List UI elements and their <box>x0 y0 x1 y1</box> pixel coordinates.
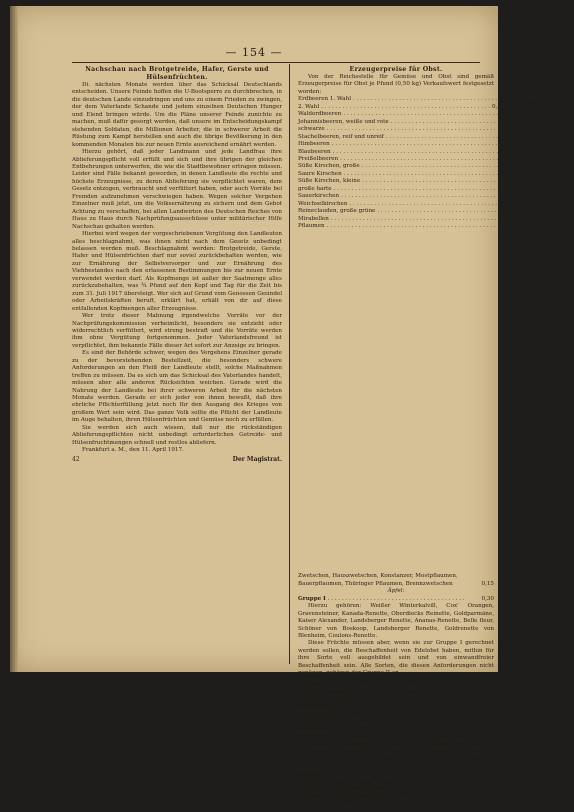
leader-dots <box>343 111 512 118</box>
group-text: Diese Gruppe bilden: Gute Louise von Avranches, Williams Christbirne, Clairgeau, Diels Butterbirne, Pastorenbirne, Neue Poiteau, Vereins-Dechantsbirne. <box>298 774 494 796</box>
apples-label: Äpfel: <box>387 588 405 595</box>
group-price: 0,10 <box>481 729 494 736</box>
fruit-price: 0,35 <box>514 170 528 177</box>
price-row <box>298 231 494 589</box>
fruit-name: Weichselkirschen <box>298 200 348 207</box>
group-heading <box>298 730 494 737</box>
leader-dots <box>332 730 479 737</box>
fruit-price: 0,30 <box>504 185 518 192</box>
fruit-price: 0,25 <box>548 208 561 215</box>
group-text: Zu dieser Gruppe gehören: Alles Schüttelobst, Fallobst und Ausschuß sowie Mostäpfel. <box>298 714 494 729</box>
group-title: Gruppe IV <box>298 729 331 736</box>
fruit-name: Walderdbeeren <box>298 111 342 118</box>
fruit-name: große harte <box>298 185 332 192</box>
price-row <box>298 178 546 185</box>
fruit-name: schwarze <box>298 126 325 133</box>
fruit-price: 0,20 <box>556 133 570 140</box>
leader-dots <box>333 708 480 715</box>
group-text: Verkauft ein Erzeuger sein gepflücktes Obst unverpackt, so wie der Baum es gegeben hat, ohne daß er darüber Sortierarbeit geleistet hat, so ist es ohne weiteres sofort Gruppe II zuzurechnen. <box>298 737 494 759</box>
fruit-price: 0,35 <box>497 126 511 133</box>
signature: Der Magistrat. <box>232 455 282 463</box>
price-row <box>298 148 517 156</box>
fruit-price: 0,45 <box>502 141 516 148</box>
right-heading: Erzeugerpreise für Obst. <box>349 66 443 73</box>
leader-dots <box>333 149 502 156</box>
fruit-name: Pflaumen <box>298 223 325 230</box>
paragraph: Sie werden sich auch wissen, daß nur die rückständigen Ablieferungspflichten nicht unbedingt erforderlichen Getreide- und Hülsenfruchtmengen schnell und restlos abliefern. <box>72 424 282 446</box>
paragraph: Hierzu gehört, daß jeder Landmann und jede Landfrau ihre Ablieferungspflicht voll erfüllt und sich und ihre übrigen der gleichen Entbehrungen unterwerfen, die wie die Stadtbewohner ertragen müssen. Leider sind Fälle bekannt geworden, in denen Landleute die rechte und höchste Erzeugnisse, zu deren Ablieferung sie verpflichtet waren, dem Gesetz entzogen, verbraucht und verfüttert haben, oder auch Vorräte bei Fremden aufzunehmen verschwiegen haben. Wegen solcher Vergehen Einzelner muß jetzt, um die Volksernährung zu sichern und dem Gebot Achtung zu verschaffen, bei allen Landwirten des Deutschen Reiches von Haus zu Haus durch Nachprüfungsausschüsse unter militärischer Hilfe Nachschau gehalten werden. <box>72 149 282 230</box>
group-text: Diese Gruppe umfaßt sämtliche Äpfel, soweit sie nicht unter Gruppe I genannt sind oder infolge ihrer Beschaffenheit nicht zu Gruppe I gehören. <box>298 685 494 707</box>
group-heading <box>298 596 494 603</box>
signature-line <box>72 456 282 463</box>
leader-dots <box>328 596 480 603</box>
price-row <box>298 185 518 193</box>
fruit-name: Erdbeeren 1. Wahl <box>298 96 352 103</box>
leader-dots <box>377 208 546 215</box>
leader-dots <box>327 223 496 230</box>
fruit-price: 0,35 <box>501 215 515 222</box>
fruit-name: Himbeeren <box>298 141 330 148</box>
fruit-name: Blaubeeren <box>298 148 331 155</box>
leader-dots <box>344 171 513 178</box>
group-note: Diese Früchte müssen aber, wenn sie zur Gruppe I gehören sollen, die Beschaffenheit von <box>298 796 494 811</box>
price-row <box>298 103 505 111</box>
paragraph: Di. nächsten Monate werden über das Schicksal Deutschlands entscheiden. Unsere Feinde hoffen die U-Bootsperre zu durchbrechen, in die deutschen Lande einzudringen und uns zu einem Frieden zu zwingen, der dem Vaterlande Schande und jedem einzelnen Deutschen Hunger und Elend bringen würde. Um die Pläne unserer Feinde zunichte zu machen, muß dafür gesorgt werden, daß unsere im Entscheidungskampf stehenden Soldaten, die Millionen Arbeiter, die in schwerer Arbeit die Rüstung zum Kampf herstellen und auch die übrige Bevölkerung in den kommenden Monaten bis zur neuen Ernte ausreichend ernährt werden. <box>72 82 282 148</box>
group-title: Gruppe I <box>298 767 326 774</box>
fruit-price: 0,60 <box>523 96 537 103</box>
fruit-name: Johannisbeeren, weiße und rote <box>298 118 389 125</box>
fruit-price: 0,15 <box>481 580 494 587</box>
group-price: 0,15 <box>481 707 494 714</box>
fruit-name: Süße Kirschen, kleine <box>298 178 361 185</box>
price-row <box>298 163 546 170</box>
group-heading <box>298 708 494 715</box>
fruit-name: Stachelbeeren, reif und unreif <box>298 133 384 140</box>
price-row <box>298 170 528 178</box>
leader-dots <box>353 96 522 103</box>
fruit-price: 0,15 <box>497 223 511 230</box>
fruit-price: 0,25 <box>533 178 546 185</box>
right-column <box>298 66 574 812</box>
group-price: 0,30 <box>481 595 494 602</box>
left-column <box>72 66 282 463</box>
leader-dots <box>349 201 518 208</box>
price-row <box>298 126 511 133</box>
price-row <box>298 193 525 200</box>
paragraph: Wer trotz dieser Mahnung irgendwelche Vorräte vor der Nachprüfungskommission verheimlicht, besonders sie entzieht oder widerrechtlich verfüttert, wird streng bestraft und die Vorräte werden ihm ohne Vergütung fortgenommen. Jeder Vaterlandsfreund ist verpflichtet, ihm bekannte Fälle dieser Art sofort zur Anzeige zu bringen. <box>72 313 282 349</box>
fruit-price: 0,35 <box>511 155 524 162</box>
group-note: Diese Früchte müssen aber, wenn sie zur Gruppe I gerechnet werden sollen, die Beschaffenheit von Edelobst haben, mithin für ihre Sorte voll ausgebildet sein und von einwandfreier Beschaffenheit sein. Alle Sorten, die diesen Anforderungen nicht genügen, gehören der Gruppe II an. <box>298 640 494 677</box>
price-row <box>298 96 537 103</box>
price-row <box>298 118 574 126</box>
group-title: Gruppe I <box>298 595 326 602</box>
leader-dots <box>331 216 500 223</box>
leader-dots <box>362 163 531 170</box>
leader-dots <box>327 126 496 133</box>
fruit-name: Sauerkirschen <box>298 193 340 200</box>
fruit-name: Zwetschen, Hauszwetschen, Konstanzer, Mostpflaumen, Bauerpflaumen, Thüringer Pflaumen, Brennzwetschen <box>298 573 458 587</box>
price-row <box>298 208 561 215</box>
apple-groups <box>298 596 494 760</box>
price-row <box>298 223 511 230</box>
group-text: Hierzu gehören: Weißer Winterkalvill, Cox' Orangen, Gravensteiner, Kanada-Renette, Oberdiecks Reinette, Goldparmäne, Kaiser Alexander, Landsberger Renette, Ananas-Renette, Belle fleur, Schöner von Boskoop, Landsberger Renette, Goldrenette von Blenheim, Coulons-Renette. <box>298 603 494 639</box>
fruit-price: 0,35 <box>512 193 525 200</box>
signature-number: 42 <box>72 455 80 463</box>
group-price: 0,30 <box>481 767 494 774</box>
fruit-price: 0,35 <box>503 148 517 155</box>
fruit-name: Süße Kirschen, große <box>298 163 360 170</box>
fruit-name: Saure Kirschen <box>298 170 342 177</box>
intro-paragraph: Von der Reichsstelle für Gemüse und Obst sind gemäß Erzeugerpreise für Obst je Pfund (0,50 kg) Verkaufswert festgesetzt worden: <box>298 74 494 95</box>
fruit-name: 2. Wahl <box>298 103 320 110</box>
price-list <box>298 96 574 588</box>
fruit-price: 0,30 <box>520 200 533 207</box>
header-rule <box>72 62 480 63</box>
fruit-name: Reineclauden, große grüne <box>298 208 376 215</box>
price-row <box>298 133 570 141</box>
leader-dots <box>391 119 560 126</box>
paragraph: Es sind der Behörde schwer, wegen des Vergehens Einzelner gerade zu der bevorstehenden Bestellzeit, die besonders schwere Anforderungen an den Fleiß der Landleute stellt, solche Maßnahmen treffen zu müssen. Da es sich um das Schicksal des Vaterlandes handelt, müssen aber alle anderen Rücksichten weichen. Gerade wird die Nahrung der Landleute bei ihrer schweren Arbeit für die nächsten Monate werden. Gerade er sich jeder von ihnen bewußt, daß ihre ehrliche Pflichterfüllung jetzt noch für den Ausgang des Krieges von großem Wert sein wird. Das ganze Volk sollte die Pflicht der Landleute im Auge behalten, ihren Hülsenfrüchten und Gemüse noch zu erfüllen. <box>72 350 282 424</box>
price-row <box>298 141 516 148</box>
group-price: 0,25 <box>481 677 494 684</box>
group-heading <box>298 767 494 774</box>
pear-groups <box>298 767 494 812</box>
pears-label: Birnen: <box>385 759 407 766</box>
paragraph: Hierbei wird wegen der vorgeschriebenen Vergütung den Landleuten alles beschlagnahmt, was ihnen nicht nach dem Gesetz unbedingt belassen werden muß. Beschlagnahmt werden: Brotgetreide, Gerste, Hafer und Hülsenfrüchten darf nur soviel zurückbehalten werden, wie zur Ernährung der Selbstversorger und zur Ernährung des Viehbestandes nach den erlassenen Bestimmungen bis zur neuen Ernte verwendet werden darf. Als Kopfmenge ist außer der Saatmenge alles zurückzubehalten, was ¾ Pfund auf den Kopf und Tag für die Zeit bis zum 31. Juli 1917 übersteigt. Wer sich auf Grund vom Genossen Gesindel oder Arbeitskräften beruft, erklärt hat, erhält von dir auf diese entfallenden Kopfmengen aller Erzeugnisse. <box>72 231 282 312</box>
group-title: Gruppe II <box>298 677 329 684</box>
page-number: — 154 — <box>225 46 283 59</box>
fruit-name: Mirabellen <box>298 215 329 222</box>
leader-dots <box>328 767 480 774</box>
place-date: Frankfurt a. M., den 11. April 1917. <box>82 447 184 454</box>
price-row <box>298 111 527 118</box>
leader-dots <box>321 104 490 111</box>
leader-dots <box>334 186 503 193</box>
column-divider <box>289 64 290 664</box>
left-heading: Nachschau nach Brotgetreide, Hafer, Gerste und Hülsenfrüchten. <box>85 66 269 81</box>
fruit-price: 0,40 <box>492 103 505 110</box>
fruit-price: 0,25 <box>561 118 574 125</box>
fruit-price: 0,75 <box>514 111 527 118</box>
leader-dots <box>332 141 501 148</box>
fruit-name: Preißelbeeren <box>298 155 339 162</box>
leader-dots <box>362 178 531 185</box>
price-row <box>298 215 515 223</box>
price-row <box>298 155 524 163</box>
leader-dots <box>340 156 509 163</box>
page-binding <box>10 6 18 672</box>
fruit-price: 0,35 <box>532 163 546 170</box>
book-page <box>10 6 574 811</box>
group-title: Gruppe III <box>298 707 331 714</box>
leader-dots <box>386 134 555 141</box>
price-row <box>298 200 533 208</box>
leader-dots <box>341 193 510 200</box>
